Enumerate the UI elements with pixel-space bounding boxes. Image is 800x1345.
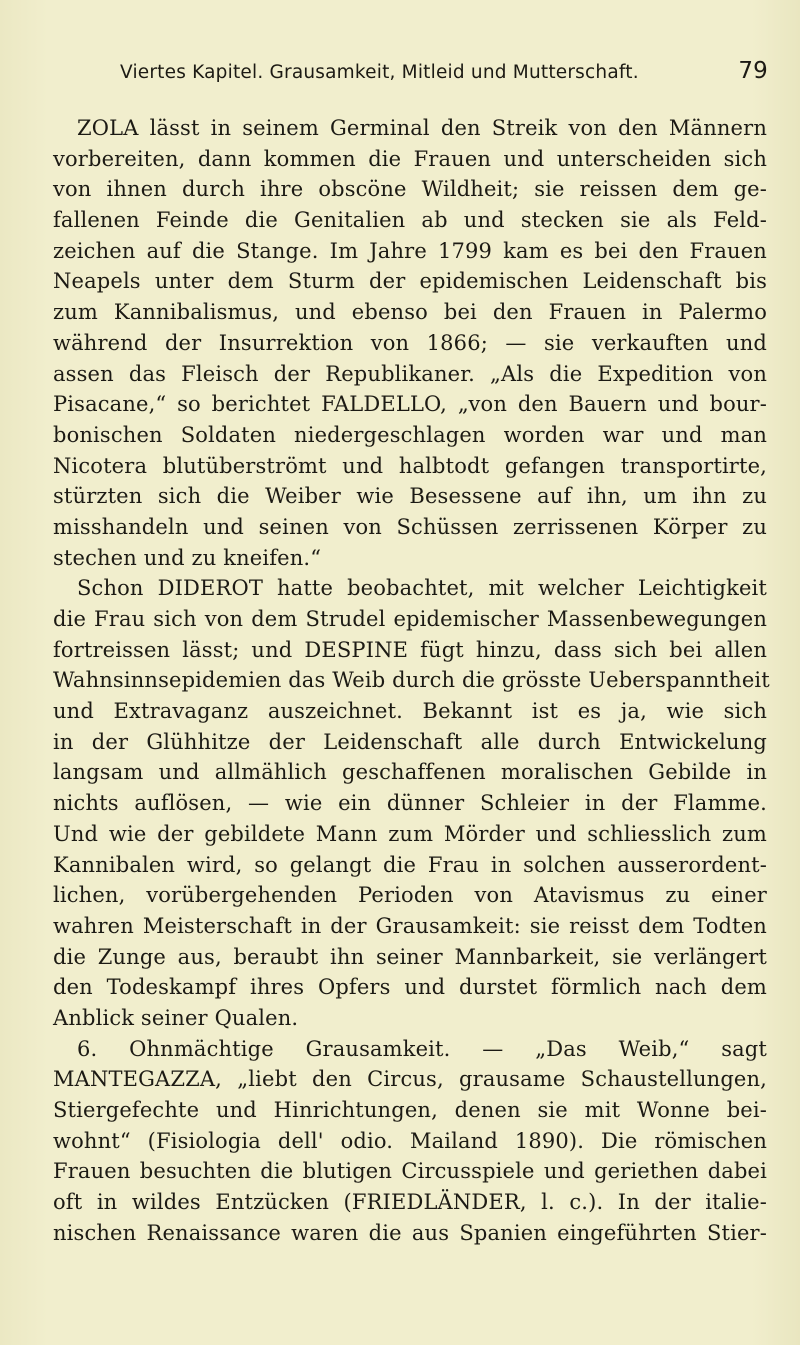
text-line: Wahnsinnsepidemien das Weib durch die grösste Ueberspanntheit [53,668,770,693]
text-line: von ihnen durch ihre obscöne Wildheit; sie reissen dem ge- [53,177,767,202]
text-line: langsam und allmählich geschaffenen moralischen Gebilde in [53,760,767,785]
text-line: fortreissen lässt; und DESPINE fügt hinzu, dass sich bei allen [53,637,767,662]
text-line: zeichen auf die Stange. Im Jahre 1799 kam es bei den Frauen [53,238,767,263]
text-line: und Extravaganz auszeichnet. Bekannt ist es ja, wie sich [53,699,767,724]
text-line: lichen, vorübergehenden Perioden von Atavismus zu einer [53,883,767,908]
text-line: Anblick seiner Qualen. [53,1005,299,1030]
text-line: nichts auflösen, — wie ein dünner Schleier in der Flamme. [53,791,767,816]
text-line: während der Insurrektion von 1866; — sie verkauften und [53,330,767,355]
text-line: Frauen besuchten die blutigen Circusspiele und geriethen dabei [53,1159,767,1184]
text-line: nischen Renaissance waren die aus Spanien eingeführten Stier- [53,1220,767,1245]
text-line: fallenen Feinde die Genitalien ab und stecken sie als Feld- [53,208,767,233]
text-line: den Todeskampf ihres Opfers und durstet förmlich nach dem [53,975,767,1000]
text-line: stechen und zu kneifen.“ [53,545,322,570]
text-line: Stiergefechte und Hinrichtungen, denen sie mit Wonne bei- [53,1098,767,1122]
text-line: Nicotera blutüberströmt und halbtodt gefangen transportirte, [53,453,767,478]
text-line: wahren Meisterschaft in der Grausamkeit: sie reisst dem Todten [53,913,767,938]
text-line: bonischen Soldaten niedergeschlagen worden war und man [53,422,767,447]
page-number: 79 [738,58,768,84]
text-line: Kannibalen wird, so gelangt die Frau in solchen ausserordent- [53,852,767,877]
body-text [53,113,770,1248]
text-line: Schon DIDEROT hatte beobachtet, mit welcher Leichtigkeit [77,576,767,601]
text-line: assen das Fleisch der Republikaner. „Als die Expedition von [53,361,767,386]
text-line: zum Kannibalismus, und ebenso bei den Frauen in Palermo [53,300,767,325]
text-line: die Zunge aus, beraubt ihn seiner Mannbarkeit, sie verlängert [53,944,767,969]
text-line: Pisacane,“ so berichtet FALDELLO, „von den Bauern und bour- [53,392,767,417]
text-line: oft in wildes Entzücken (FRIEDLÄNDER, l. c.). In der italie- [53,1190,767,1215]
text-line: misshandeln und seinen von Schüssen zerrissenen Körper zu [53,514,767,539]
text-line: vorbereiten, dann kommen die Frauen und unterscheiden sich [53,146,767,171]
text-line: 6. Ohnmächtige Grausamkeit. — „Das Weib,“ sagt [77,1036,767,1061]
text-line: stürzten sich die Weiber wie Besessene auf ihn, um ihn zu [53,484,767,509]
running-head [120,58,770,88]
text-line: die Frau sich von dem Strudel epidemischer Massenbewegungen [53,607,767,631]
chapter-title: Viertes Kapitel. Grausamkeit, Mitleid und Mutterschaft. [120,62,639,83]
text-line: MANTEGAZZA, „liebt den Circus, grausame Schaustellungen, [53,1067,767,1092]
text-line: ZOLA lässt in seinem Germinal den Streik von den Männern [77,116,767,140]
text-line: in der Glühhitze der Leidenschaft alle durch Entwickelung [53,729,767,754]
text-line: Neapels unter dem Sturm der epidemischen Leidenschaft bis [53,269,767,294]
text-line: wohnt“ (Fisiologia dell' odio. Mailand 1890). Die römischen [53,1128,767,1153]
text-line: Und wie der gebildete Mann zum Mörder und schliesslich zum [53,821,767,846]
